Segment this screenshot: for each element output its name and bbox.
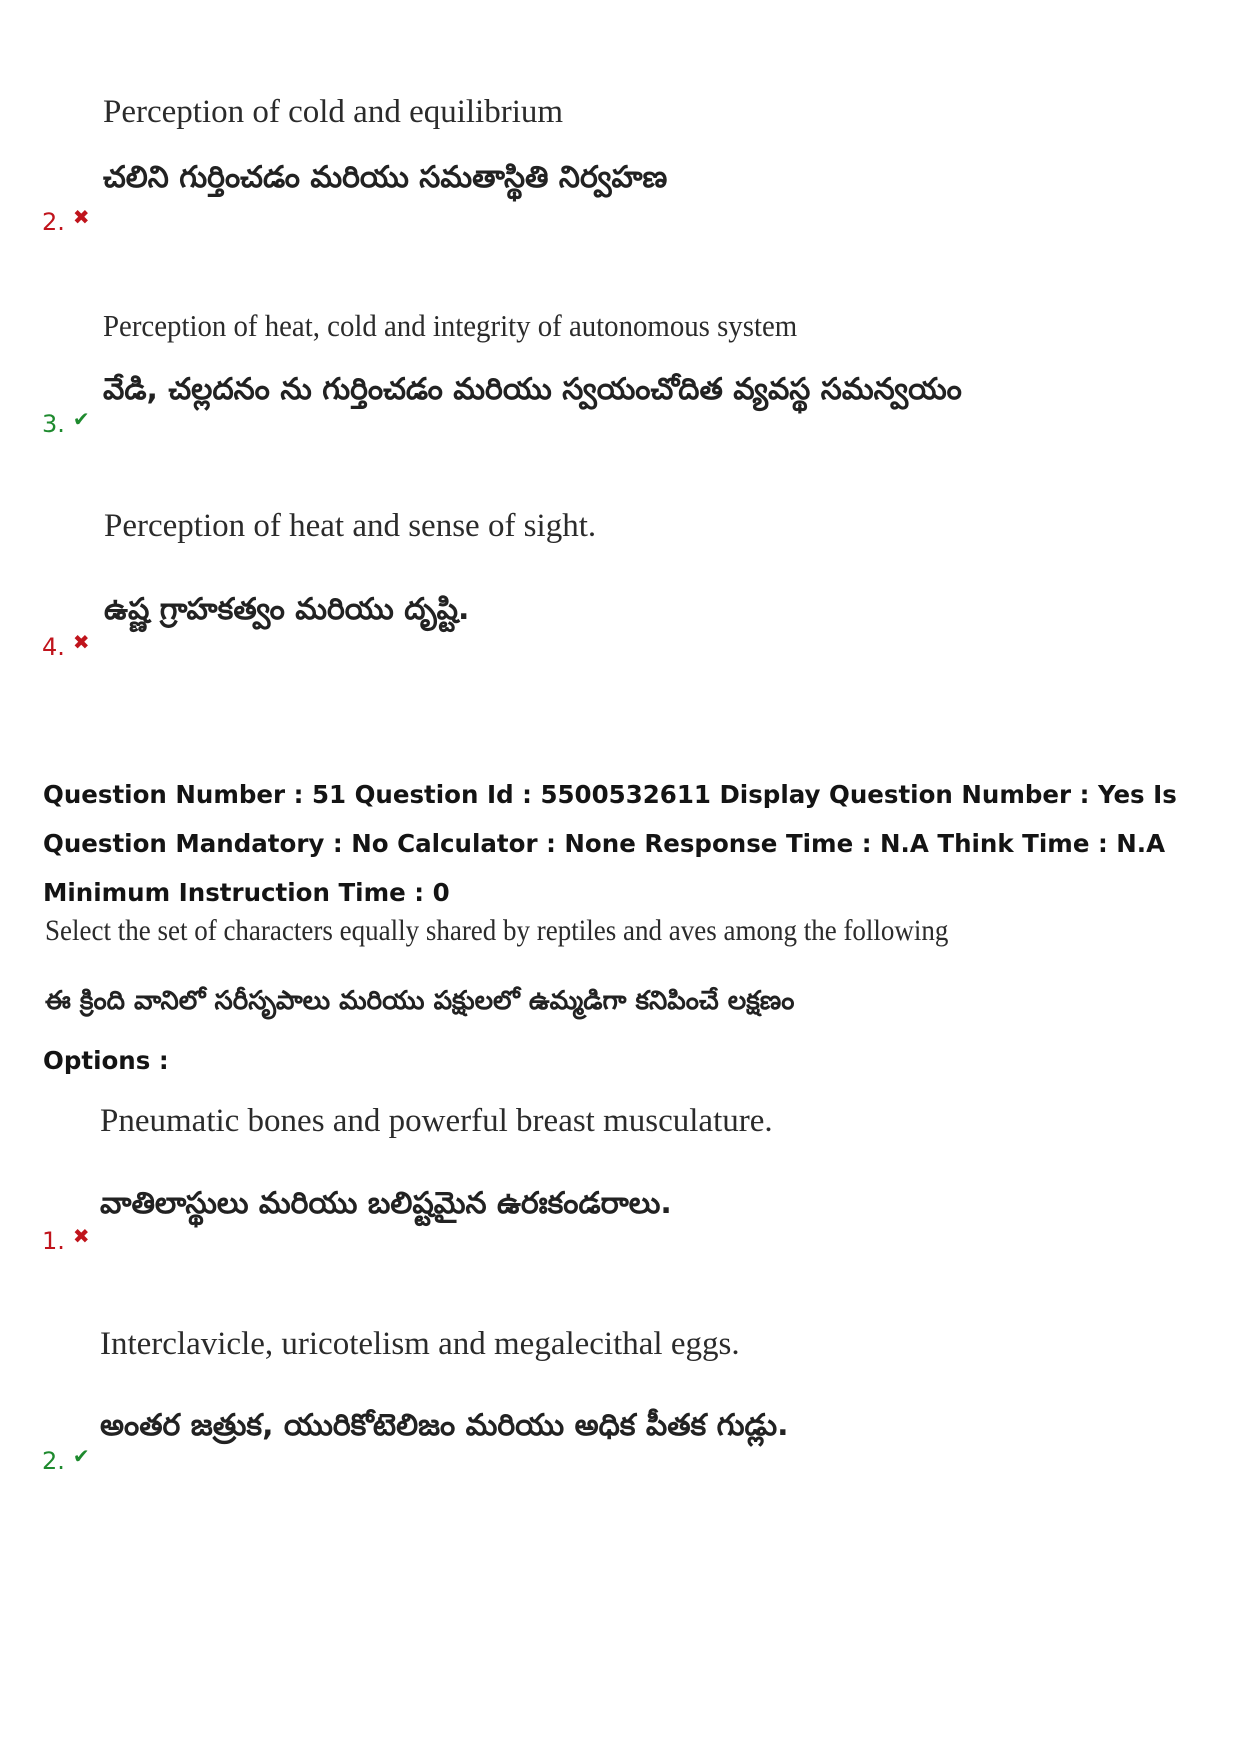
question-english-text: Select the set of characters equally shared by reptiles and aves among the following: [45, 914, 949, 947]
option-english-text: Perception of heat and sense of sight.: [104, 508, 597, 544]
option-telugu-text: అంతర జత్రుక, యురికోటెలిజం మరియు అధిక పీతక గుడ్లు.: [100, 1408, 789, 1443]
check-icon: ✔: [72, 407, 90, 431]
option-number-label: 1.: [42, 1227, 65, 1255]
option-english-text: Perception of heat, cold and integrity of autonomous system: [103, 308, 798, 343]
option-number: [42, 630, 90, 661]
option-number-label: 2.: [42, 208, 65, 236]
option-english-text: Perception of cold and equilibrium: [103, 94, 564, 130]
option-number: [42, 205, 90, 236]
option-telugu-text: చలిని గుర్తించడం మరియు సమతాస్థితి నిర్వహణ: [103, 160, 668, 195]
option-telugu-text: ఉష్ణ గ్రాహకత్వం మరియు దృష్టి.: [104, 592, 470, 627]
cross-icon: ✖: [72, 205, 90, 229]
check-icon: ✔: [72, 1444, 90, 1468]
options-label: Options :: [43, 1046, 169, 1075]
option-number-label: 4.: [42, 633, 65, 661]
question-telugu-text: ఈ క్రింది వానిలో సరీసృపాలు మరియు పక్షులలో ఉమ్మడిగా కనిపించే లక్షణం: [45, 986, 795, 1016]
option-english-text: Interclavicle, uricotelism and megalecithal eggs.: [100, 1326, 740, 1362]
cross-icon: ✖: [72, 1224, 90, 1248]
option-number: [42, 1224, 90, 1255]
option-telugu-text: వాతిలాస్థులు మరియు బలిష్టమైన ఉరఃకండరాలు.: [100, 1186, 672, 1221]
option-telugu-text: వేడి, చల్లదనం ను గుర్తించడం మరియు స్వయంచోదిత వ్యవస్థ సమన్వయం: [103, 372, 962, 407]
question-meta: Question Number : 51 Question Id : 5500532611 Display Question Number : Yes Is Question Mandatory : No Calculator : None Response Time : N.A Think Time : N.A Minimum Instruction Time : 0: [43, 780, 1177, 907]
option-number: [42, 1444, 90, 1475]
cross-icon: ✖: [72, 630, 90, 654]
option-number: [42, 407, 90, 438]
option-number-label: 2.: [42, 1447, 65, 1475]
option-number-label: 3.: [42, 410, 65, 438]
option-english-text: Pneumatic bones and powerful breast musculature.: [100, 1103, 773, 1139]
